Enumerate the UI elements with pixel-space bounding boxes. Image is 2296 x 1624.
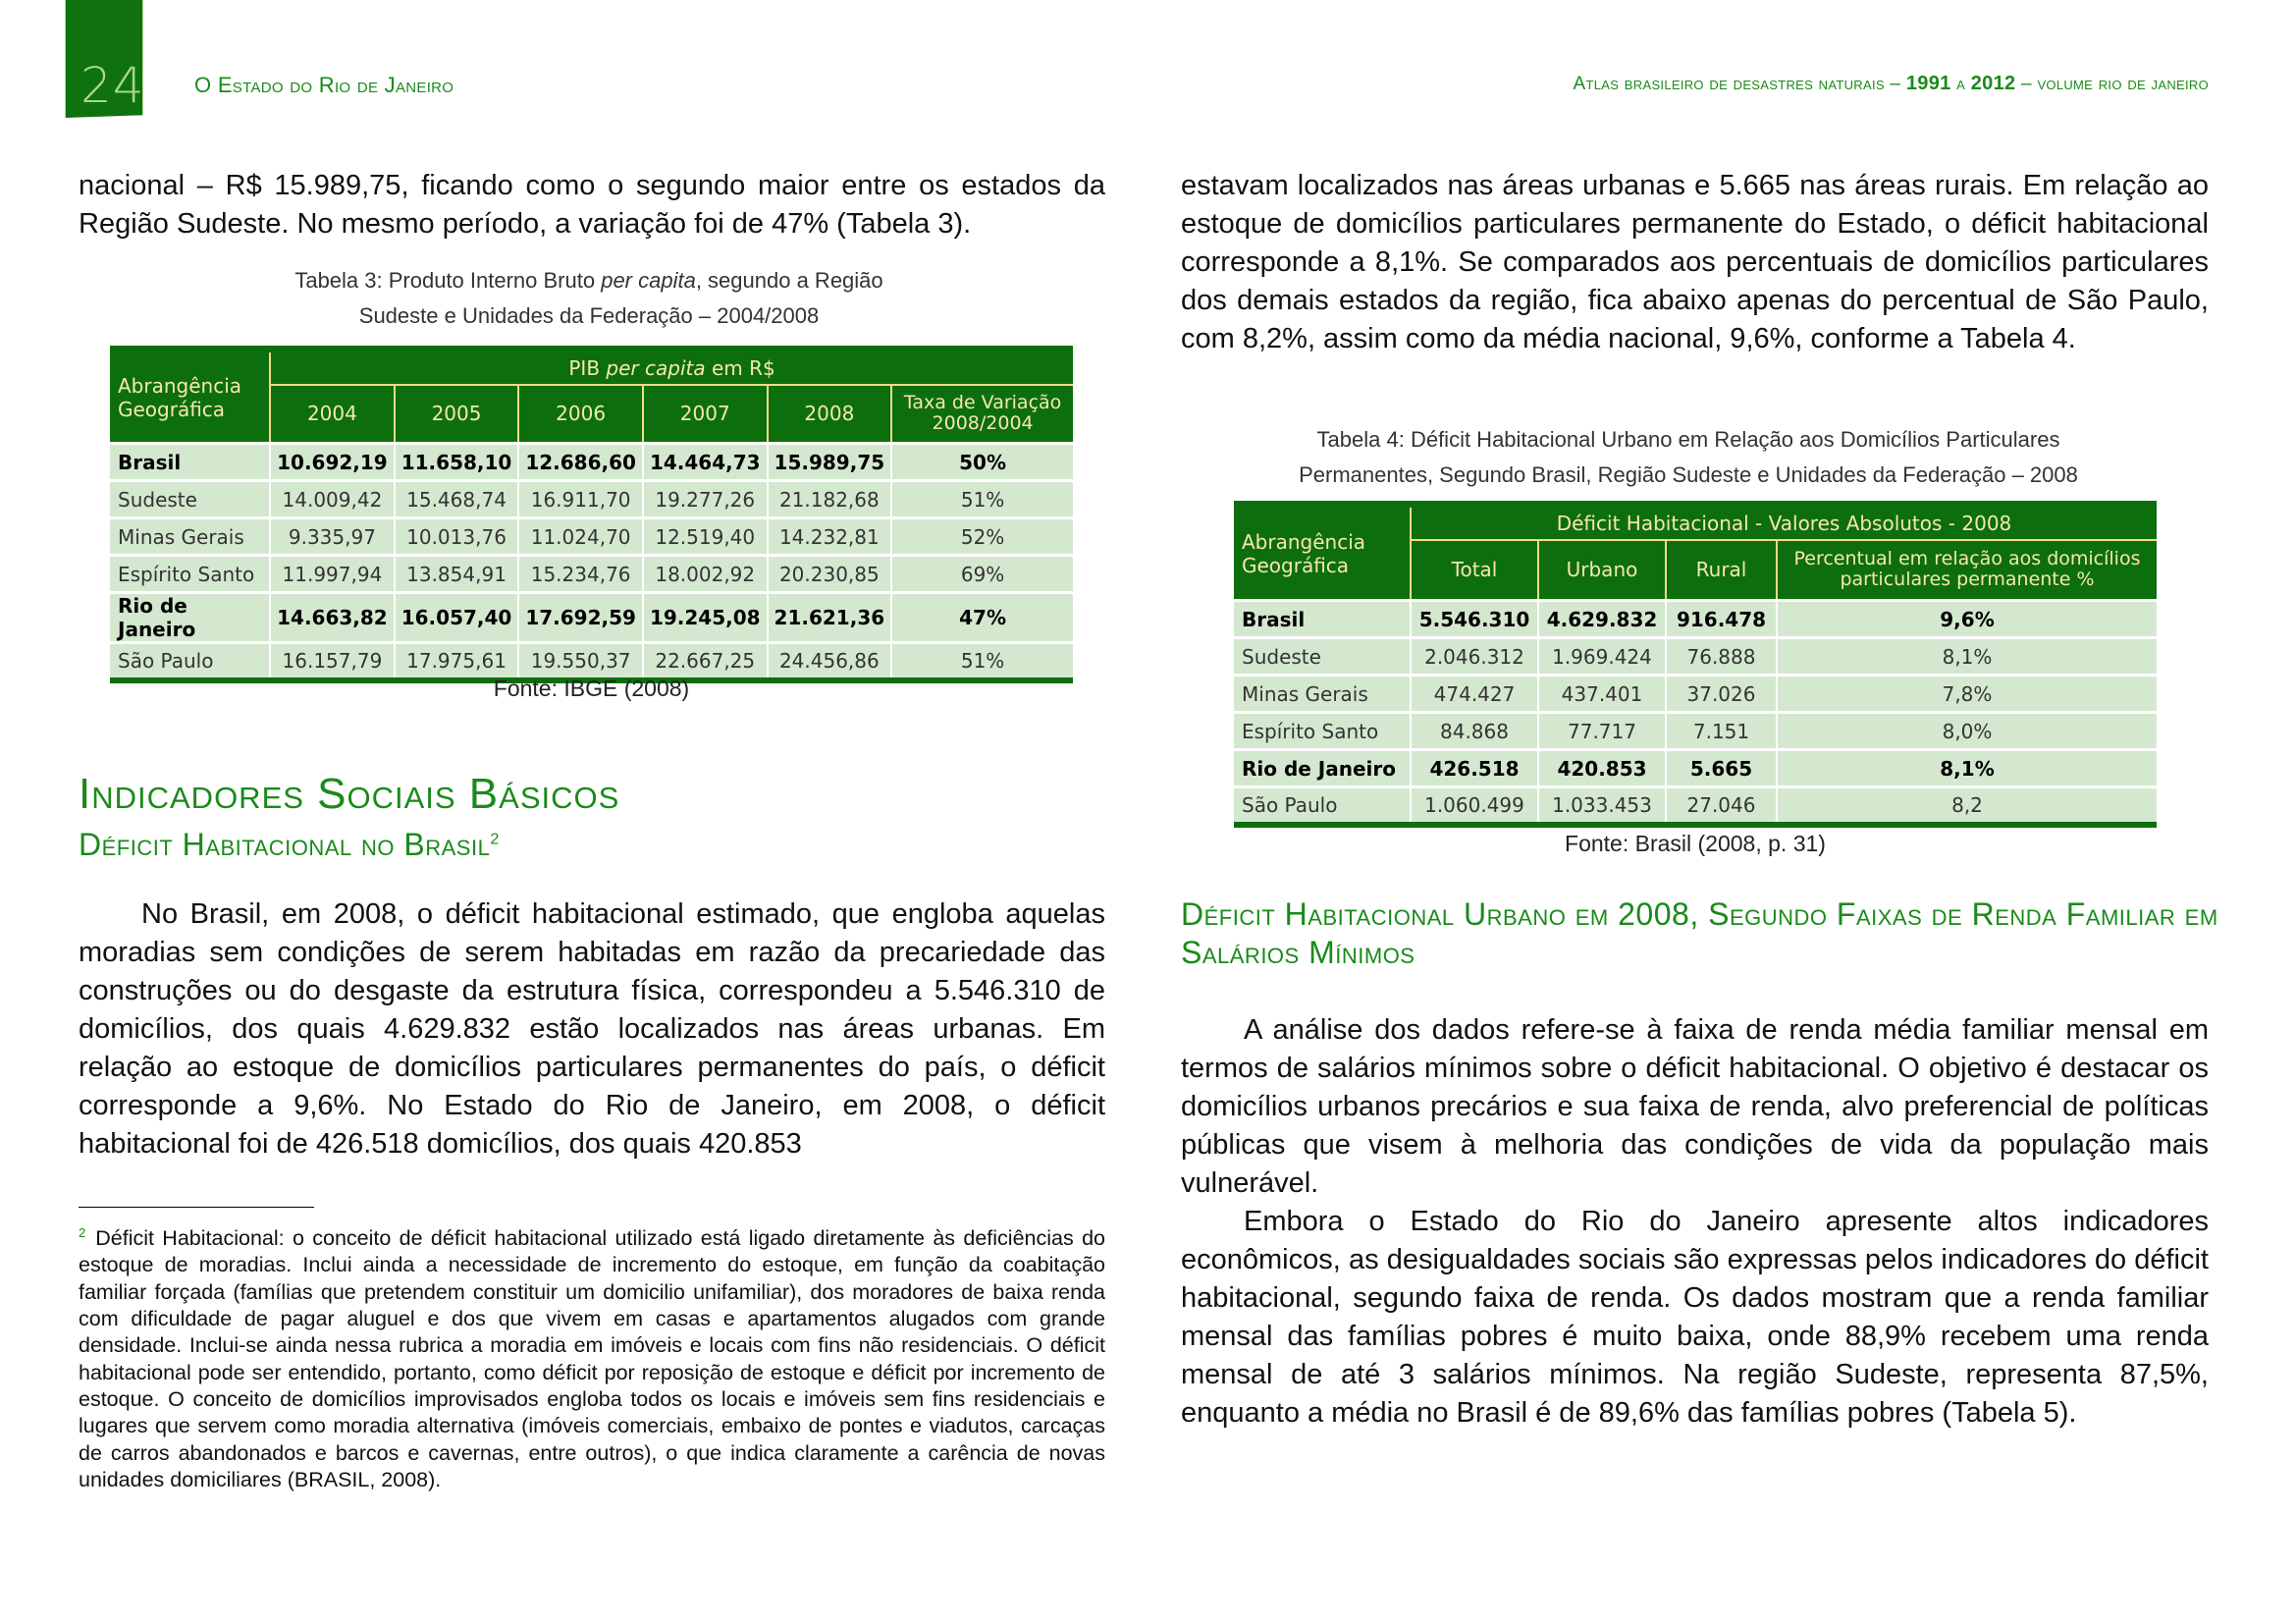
header-abrangencia: Abrangência Geográfica (110, 350, 270, 444)
table-cell: 8,1% (1777, 638, 2157, 676)
row-label: Minas Gerais (1234, 676, 1411, 713)
table4-source: Fonte: Brasil (2008, p. 31) (1565, 831, 1826, 856)
left-running-title: O Estado do Rio de Janeiro (194, 73, 454, 97)
table-cell: 27.046 (1666, 787, 1777, 825)
table-cell: 47% (891, 593, 1073, 643)
table-cell: 24.456,86 (768, 643, 892, 680)
row-label: Sudeste (1234, 638, 1411, 676)
caption-text: , segundo a Região (695, 268, 883, 293)
column-header: Urbano (1538, 540, 1666, 601)
caption-italic: per capita (601, 268, 696, 293)
table-row (110, 444, 1073, 481)
table-row (1234, 601, 2157, 638)
row-label: Rio de Janeiro (110, 593, 270, 643)
row-label: Espírito Santo (1234, 713, 1411, 750)
column-header: Rural (1666, 540, 1777, 601)
table-row (110, 556, 1073, 593)
right-running-title-year1: 1991 (1905, 73, 1951, 94)
table-cell: 76.888 (1666, 638, 1777, 676)
table-row (110, 643, 1073, 680)
table-cell: 5.665 (1666, 750, 1777, 787)
table-cell: 14.232,81 (768, 518, 892, 556)
footnote-reference[interactable]: 2 (490, 831, 500, 848)
column-header: 2005 (395, 385, 519, 444)
table-cell: 14.663,82 (270, 593, 395, 643)
table4-caption-line1: Tabela 4: Déficit Habitacional Urbano em Relação aos Domicílios Particulares (1316, 427, 2060, 452)
table-cell: 21.182,68 (768, 481, 892, 518)
group-header-italic: per capita (606, 355, 706, 380)
table-cell: 15.234,76 (518, 556, 643, 593)
row-label: Espírito Santo (110, 556, 270, 593)
table-cell: 17.692,59 (518, 593, 643, 643)
table-cell: 17.975,61 (395, 643, 519, 680)
table-cell: 8,2 (1777, 787, 2157, 825)
table3-pib-per-capita (110, 346, 1073, 683)
table-cell: 7.151 (1666, 713, 1777, 750)
column-header: 2007 (643, 385, 768, 444)
table-cell: 14.464,73 (643, 444, 768, 481)
header-abrangencia: Abrangência Geográfica (1234, 505, 1411, 601)
footnote-text: Déficit Habitacional: o conceito de déficit habitacional utilizado está ligado diretamente às deficiências do estoque de moradias. Inclui ainda a necessidade de incremento do estoque, em função da coabitação familiar forçada (famílias que pretendem constituir um domicilio unifamiliar), dos moradores de baixa renda com dificuldade de pagar aluguel e dos que vivem em casas e apartamentos alugados com grande densidade. Inclui-se ainda nessa rubrica a moradia em imóveis e locais com fins não residenciais. O déficit habitacional pode ser entendido, portanto, como déficit por reposição de estoque e déficit por incremento de estoque. O conceito de domicílios improvisados engloba todos os locais e imóveis sem fins residenciais e lugares que servem como moradia alternativa (imóveis comerciais, embaixo de pontes e viadutos, carcaças de carros abandonados e barcos e cavernas, entre outros), o que indica claramente a carência de novas unidades domiciliares (BRASIL, 2008). (79, 1226, 1105, 1491)
row-label: São Paulo (110, 643, 270, 680)
table-cell: 22.667,25 (643, 643, 768, 680)
table-cell: 916.478 (1666, 601, 1777, 638)
table-cell: 8,0% (1777, 713, 2157, 750)
table-row (110, 518, 1073, 556)
table-cell: 19.277,26 (643, 481, 768, 518)
subsection-title-text: Déficit Habitacional no Brasil (79, 827, 491, 862)
table-row (1234, 713, 2157, 750)
table-cell: 11.997,94 (270, 556, 395, 593)
table-cell: 426.518 (1411, 750, 1538, 787)
right-running-title-prefix: Atlas brasileiro de desastres naturais – (1573, 74, 1906, 94)
table-cell: 10.692,19 (270, 444, 395, 481)
column-header: Total (1411, 540, 1538, 601)
table-cell: 2.046.312 (1411, 638, 1538, 676)
right-paragraphs (1181, 1011, 2209, 1433)
footnote-mark: 2 (79, 1225, 86, 1240)
table-row (110, 593, 1073, 643)
right-intro-paragraph (1181, 167, 2209, 358)
table4-caption-line2: Permanentes, Segundo Brasil, Região Sudeste e Unidades da Federação – 2008 (1299, 462, 2078, 487)
table-cell: 16.057,40 (395, 593, 519, 643)
table-row (1234, 676, 2157, 713)
table-cell: 51% (891, 643, 1073, 680)
table-cell: 16.911,70 (518, 481, 643, 518)
left-main-text: No Brasil, em 2008, o déficit habitacional estimado, que engloba aquelas moradias sem condições de serem habitadas em razão da precariedade das construções ou do desgaste da estrutura física, correspondeu a 5.546.310 de domicílios, dos quais 4.629.832 estão localizados nas áreas urbanas. Em relação ao estoque de domicílios particulares permanentes do país, o déficit corresponde a 9,6%. No Estado do Rio de Janeiro, em 2008, o déficit habitacional foi de 426.518 domicílios, dos quais 420.853 (79, 898, 1105, 1160)
table-cell: 11.024,70 (518, 518, 643, 556)
table-cell: 8,1% (1777, 750, 2157, 787)
column-header: 2008 (768, 385, 892, 444)
group-header-text: em R$ (705, 355, 775, 380)
table-cell: 474.427 (1411, 676, 1538, 713)
footnote (79, 1219, 1105, 1493)
table-cell: 12.519,40 (643, 518, 768, 556)
table-cell: 15.989,75 (768, 444, 892, 481)
table-row (1234, 638, 2157, 676)
table-cell: 37.026 (1666, 676, 1777, 713)
table-cell: 14.009,42 (270, 481, 395, 518)
table-cell: 420.853 (1538, 750, 1666, 787)
right-intro-text: estavam localizados nas áreas urbanas e 5.665 nas áreas rurais. Em relação ao estoque de domicílios particulares permanente do Estado, o déficit habitacional corresponde a 8,1%. Se comparados aos percentuais de domicílios particulares dos demais estados da região, fica abaixo apenas do percentual de São Paulo, com 8,2%, assim como da média nacional, 9,6%, conforme a Tabela 4. (1181, 170, 2209, 354)
table-cell: 1.033.453 (1538, 787, 1666, 825)
table-cell: 4.629.832 (1538, 601, 1666, 638)
table4-deficit-habitacional (1234, 501, 2157, 828)
column-header: 2004 (270, 385, 395, 444)
table-cell: 19.245,08 (643, 593, 768, 643)
right-running-title-suffix: – volume rio de janeiro (2015, 74, 2209, 94)
row-label: Sudeste (110, 481, 270, 518)
table3-caption-line1 (128, 263, 1050, 298)
footnote-divider (79, 1207, 314, 1208)
table-cell: 15.468,74 (395, 481, 519, 518)
table-cell: 50% (891, 444, 1073, 481)
table-cell: 19.550,37 (518, 643, 643, 680)
table-cell: 69% (891, 556, 1073, 593)
table-cell: 52% (891, 518, 1073, 556)
left-intro-paragraph (79, 167, 1105, 244)
table-cell: 9.335,97 (270, 518, 395, 556)
row-label: Brasil (110, 444, 270, 481)
table-cell: 77.717 (1538, 713, 1666, 750)
row-label: Minas Gerais (110, 518, 270, 556)
table-row (1234, 750, 2157, 787)
table-row (1234, 787, 2157, 825)
header-pib-group (270, 350, 1073, 385)
column-header: 2006 (518, 385, 643, 444)
table-cell: 10.013,76 (395, 518, 519, 556)
table-cell: 84.868 (1411, 713, 1538, 750)
header-deficit-group: Déficit Habitacional - Valores Absolutos - 2008 (1411, 505, 2157, 540)
table-cell: 12.686,60 (518, 444, 643, 481)
table-cell: 1.969.424 (1538, 638, 1666, 676)
table-cell: 1.060.499 (1411, 787, 1538, 825)
table-row (110, 481, 1073, 518)
section-title-indicadores: Indicadores Sociais Básicos (79, 770, 620, 818)
right-paragraph-2: Embora o Estado do Rio do Janeiro apresente altos indicadores econômicos, as desigualdades sociais são expressas pelos indicadores do déficit habitacional, segundo faixa de renda. Os dados mostram que a renda familiar mensal das famílias pobres é muito baixa, onde 88,9% recebem uma renda mensal de até 3 salários mínimos. Na região Sudeste, representa 87,5%, enquanto a média no Brasil é de 89,6% das famílias pobres (Tabela 5). (1181, 1206, 2209, 1429)
table-cell: 51% (891, 481, 1073, 518)
row-label: Rio de Janeiro (1234, 750, 1411, 787)
left-intro-text: nacional – R$ 15.989,75, ficando como o segundo maior entre os estados da Região Sudeste. No mesmo período, a variação foi de 47% (Tabela 3). (79, 170, 1105, 240)
subsection-title-deficit-brasil (79, 827, 500, 863)
right-running-title (1574, 73, 2209, 95)
right-running-title-a: a (1950, 74, 1971, 94)
page-number: 24 (80, 57, 145, 114)
table-cell: 9,6% (1777, 601, 2157, 638)
column-header: Percentual em relação aos domicílios particulares permanente % (1777, 540, 2157, 601)
section-title-deficit-urbano-renda: Déficit Habitacional Urbano em 2008, Segundo Faixas de Renda Familiar em Salários Mínimos (1181, 896, 2218, 970)
row-label: Brasil (1234, 601, 1411, 638)
table3-caption (128, 263, 1050, 334)
right-paragraph-1: A análise dos dados refere-se à faixa de renda média familiar mensal em termos de salários mínimos sobre o déficit habitacional. O objetivo é destacar os domicílios urbanos precários e sua faixa de renda, alvo preferencial de políticas públicas que visem à melhoria das condições de vida da população mais vulnerável. (1181, 1014, 2209, 1199)
table-cell: 13.854,91 (395, 556, 519, 593)
table3-caption-line2: Sudeste e Unidades da Federação – 2004/2008 (358, 303, 820, 328)
group-header-text: PIB (568, 355, 607, 380)
left-main-paragraph (79, 895, 1105, 1164)
table-cell: 16.157,79 (270, 643, 395, 680)
table-cell: 7,8% (1777, 676, 2157, 713)
table-cell: 5.546.310 (1411, 601, 1538, 638)
table-cell: 20.230,85 (768, 556, 892, 593)
table3-source: Fonte: IBGE (2008) (493, 676, 690, 701)
table4-caption (1217, 422, 2160, 493)
row-label: São Paulo (1234, 787, 1411, 825)
table-cell: 21.621,36 (768, 593, 892, 643)
right-running-title-year2: 2012 (1970, 73, 2016, 94)
column-header: Taxa de Variação 2008/2004 (891, 385, 1073, 444)
table-cell: 11.658,10 (395, 444, 519, 481)
table-cell: 18.002,92 (643, 556, 768, 593)
table-cell: 437.401 (1538, 676, 1666, 713)
caption-text: Tabela 3: Produto Interno Bruto (294, 268, 602, 293)
